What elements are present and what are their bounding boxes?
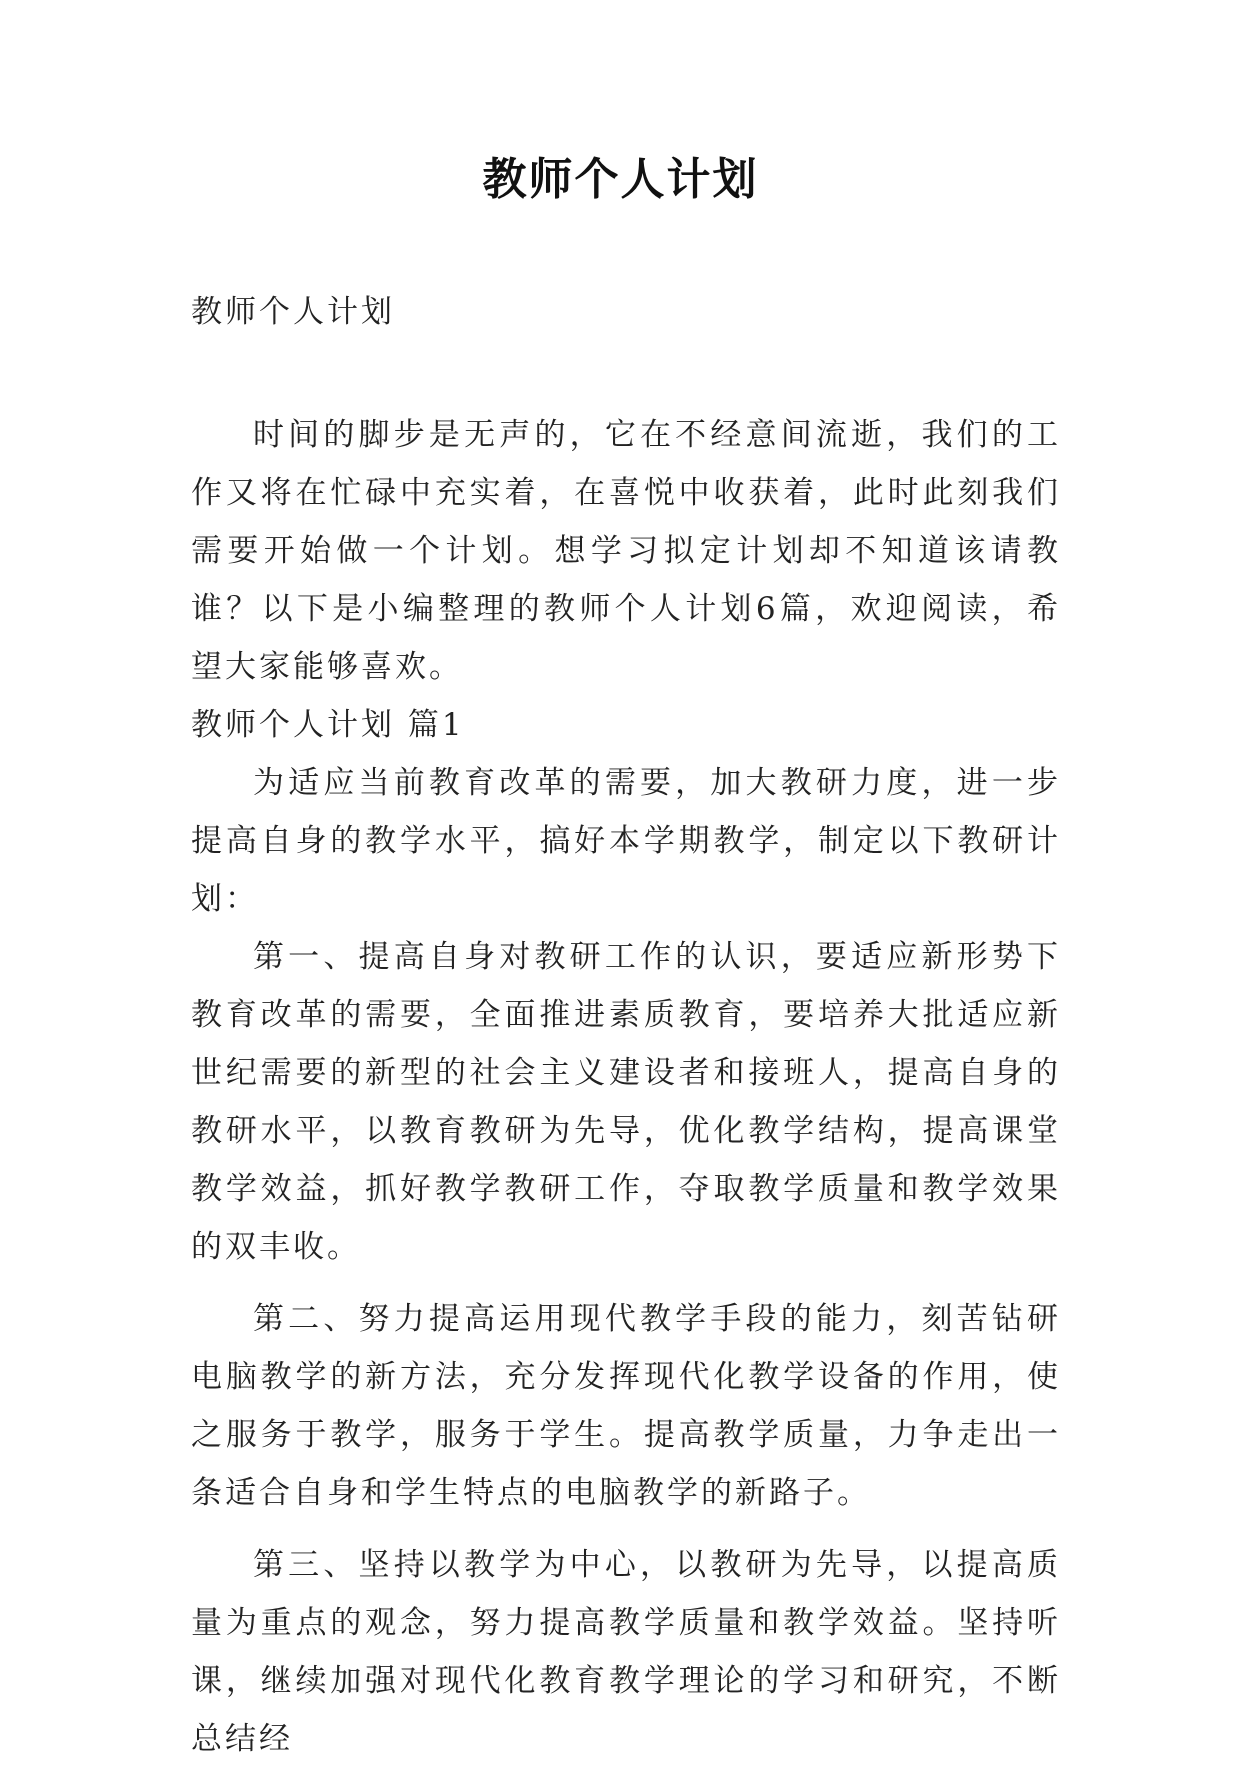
section-heading: 教师个人计划 篇1 bbox=[191, 707, 465, 743]
document-body bbox=[191, 406, 1061, 1768]
body-paragraph-4: 第三、坚持以教学为中心，以教研为先导，以提高质量为重点的观念，努力提高教学质量和教学效益。坚持听课，继续加强对现代化教育教学理论的学习和研究，不断总结经 bbox=[191, 1547, 1061, 1757]
document-title: 教师个人计划 bbox=[482, 154, 759, 205]
intro-paragraph: 时间的脚步是无声的，它在不经意间流逝，我们的工作又将在忙碌中充实着，在喜悦中收获着，此时此刻我们需要开始做一个计划。想学习拟定计划却不知道该请教谁？以下是小编整理的教师个人计划6篇，欢迎阅读，希望大家能够喜欢。 bbox=[191, 417, 1061, 685]
document-subtitle: 教师个人计划 bbox=[191, 294, 395, 330]
body-paragraph-2: 第一、提高自身对教研工作的认识，要适应新形势下教育改革的需要，全面推进素质教育，要培养大批适应新世纪需要的新型的社会主义建设者和接班人，提高自身的教研水平，以教育教研为先导，优化教学结构，提高课堂教学效益，抓好教学教研工作，夺取教学质量和教学效果的双丰收。 bbox=[191, 939, 1061, 1265]
body-paragraph-1: 为适应当前教育改革的需要，加大教研力度，进一步提高自身的教学水平，搞好本学期教学，制定以下教研计划： bbox=[191, 765, 1061, 917]
body-paragraph-3: 第二、努力提高运用现代教学手段的能力，刻苦钻研电脑教学的新方法，充分发挥现代化教学设备的作用，使之服务于教学，服务于学生。提高教学质量，力争走出一条适合自身和学生特点的电脑教学的新路子。 bbox=[191, 1301, 1061, 1511]
